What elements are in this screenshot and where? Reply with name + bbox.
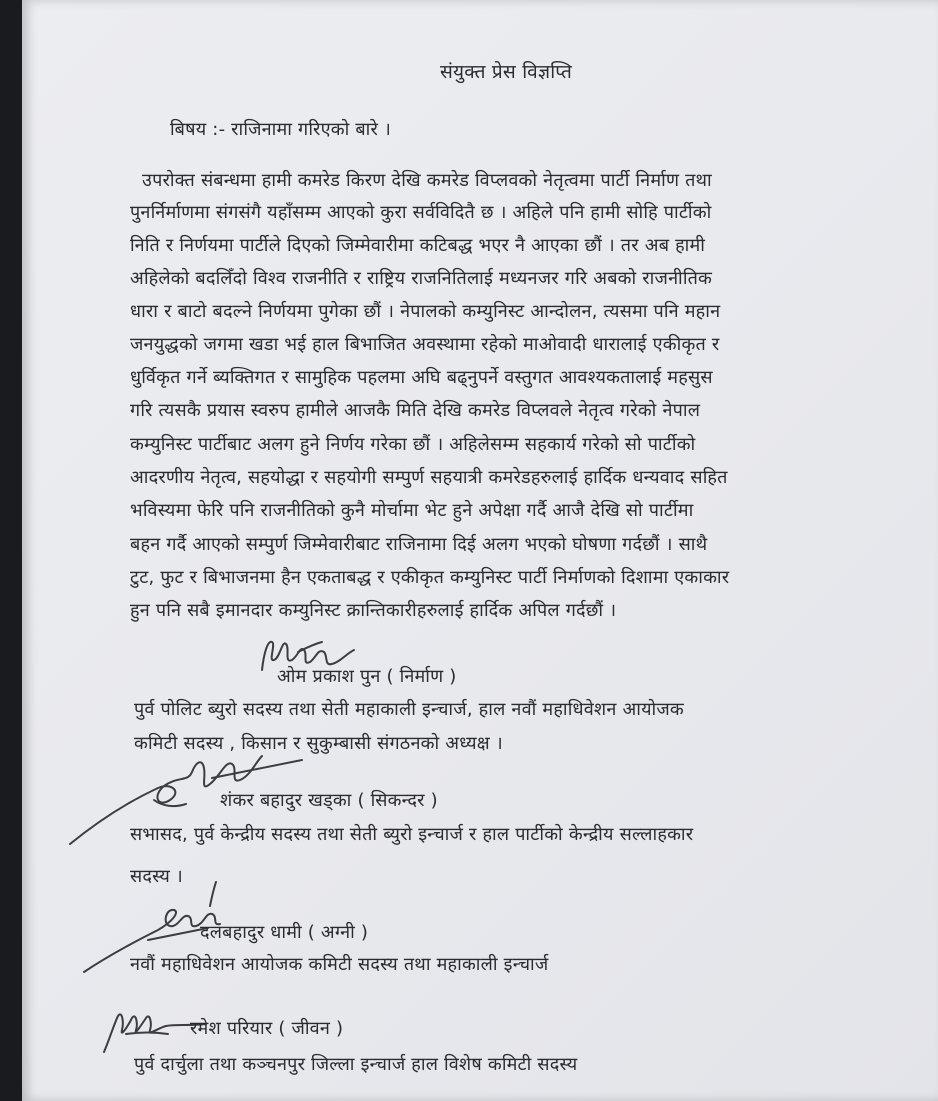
body-line: हुन पनि सबै इमानदार कम्युनिस्ट क्रान्तिकारीहरुलाई हार्दिक अपिल गर्दछौं ।	[130, 600, 617, 621]
body-line: पुनर्निर्माणमा संगसंगै यहाँसम्म आएको कुरा सर्वविदितै छ । अहिले पनि हामी सोहि पार्टीको	[130, 202, 712, 223]
signatory-name: ओम प्रकाश पुन ( निर्माण )	[277, 666, 457, 687]
body-line: भविस्यमा फेरि पनि राजनीतिको कुनै मोर्चामा भेट हुने अपेक्षा गर्दै आजै देखि सो पार्टीमा	[130, 500, 694, 521]
signatory-role: नवौं महाधिवेशन आयोजक कमिटी सदस्य तथा महाकाली इन्चार्ज	[130, 954, 549, 975]
signatory-name: शंकर बहादुर खड्का ( सिकन्दर )	[220, 790, 438, 811]
body-line: बहन गर्दै आएको सम्पुर्ण जिम्मेवारीबाट राजिनामा दिई अलग भएको घोषणा गर्दछौं । साथै	[130, 534, 708, 555]
subject-line: बिषय :- राजिनामा गरिएको बारे ।	[170, 119, 391, 140]
press-release-page	[22, 0, 938, 1101]
signatory-role: कमिटी सदस्य , किसान र सुकुम्बासी संगठनको अध्यक्ष ।	[134, 733, 503, 754]
body-line: जनयुद्धको जगमा खडा भई हाल बिभाजित अवस्थामा रहेको माओवादी धारालाई एकीकृत र	[130, 334, 720, 355]
signatory-name: रमेश परियार ( जीवन )	[190, 1018, 344, 1039]
signatory-role: पुर्व पोलिट ब्युरो सदस्य तथा सेती महाकाली इन्चार्ज, हाल नवौं महाधिवेशन आयोजक	[134, 699, 684, 720]
body-line: अहिलेको बदलिँदो विश्व राजनीति र राष्ट्रिय राजनितिलाई मध्यनजर गरि अबको राजनीतिक	[130, 268, 713, 289]
signatory-role: सभासद, पुर्व केन्द्रीय सदस्य तथा सेती ब्युरो इन्चार्ज र हाल पार्टीको केन्द्रीय सल्लाहकार	[130, 824, 694, 845]
signatory-name: दलबहादुर धामी ( अग्नी )	[200, 922, 369, 943]
body-line: गरि त्यसकै प्रयास स्वरुप हामीले आजकै मिति देखि कमरेड विप्लवले नेतृत्व गरेको नेपाल	[130, 400, 701, 421]
body-line: टुट, फुट र बिभाजनमा हैन एकताबद्ध र एकीकृत कम्युनिस्ट पार्टी निर्माणको दिशामा एकाकार	[130, 567, 730, 588]
body-line: धारा र बाटो बदल्ने निर्णयमा पुगेका छौं । नेपालको कम्युनिस्ट आन्दोलन, त्यसमा पनि महान	[130, 301, 721, 322]
body-line: निति र निर्णयमा पार्टीले दिएको जिम्मेवारीमा कटिबद्ध भएर नै आएका छौं । तर अब हामी	[130, 235, 706, 256]
body-line: आदरणीय नेतृत्व, सहयोद्धा र सहयोगी सम्पुर्ण सहयात्री कमरेडहरुलाई हार्दिक धन्यवाद सहित	[130, 467, 728, 488]
body-line: कम्युनिस्ट पार्टीबाट अलग हुने निर्णय गरेका छौं । अहिलेसम्म सहकार्य गरेको सो पार्टीको	[130, 434, 696, 455]
body-line: धुर्विकृत गर्ने ब्यक्तिगत र सामुहिक पहलमा अघि बढ्नुपर्ने वस्तुगत आवश्यकतालाई महसुस	[130, 367, 713, 388]
document-title: संयुक्त प्रेस विज्ञप्ति	[440, 61, 573, 83]
signatory-role: पुर्व दार्चुला तथा कञ्चनपुर जिल्ला इन्चार्ज हाल विशेष कमिटी सदस्य	[134, 1054, 578, 1075]
body-line: उपरोक्त संबन्धमा हामी कमरेड किरण देखि कमरेड विप्लवको नेतृत्वमा पार्टी निर्माण तथा	[142, 170, 712, 191]
signatory-role: सदस्य ।	[130, 866, 183, 887]
